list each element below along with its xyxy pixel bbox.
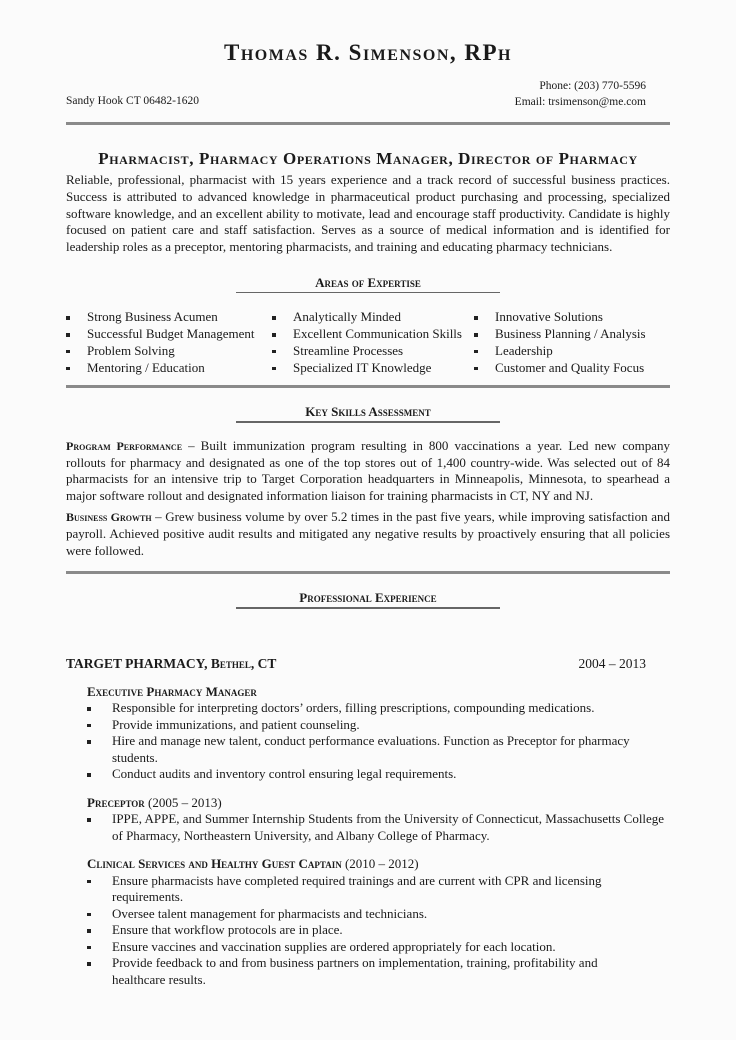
skill-text: – Built immunization program resulting in 800 vaccinations a year. Led new company rollouts for pharmacy and designated as one of the top stores out of 1,400 country-wide. Was selected out of 84 pharmacists for an intensive trip to Target Corporation headquarters in Minneapolis, Minnesota, to spearhead a major software rollout and designated information liaison for training pharmacists in CT, NY and NJ. [66, 437, 670, 504]
heading-underline [236, 292, 500, 294]
professional-title: Pharmacist, Pharmacy Operations Manager, Director of Pharmacy [98, 149, 638, 168]
bullet: Hire and manage new talent, conduct performance evaluations. Function as Preceptor for pharmacy students. [87, 733, 670, 766]
heading-underline [236, 421, 500, 423]
employer-row [66, 655, 670, 672]
candidate-name: Thomas R. Simenson, RPh [224, 40, 512, 65]
expertise-grid [66, 309, 670, 376]
bullet: Oversee talent management for pharmacists and technicians. [87, 906, 647, 923]
summary-text: Reliable, professional, pharmacist with 15 years experience and a track record of successful business practices. Success is attributed to advanced knowledge in pharmaceutical product purchasing and processing, specialized software knowledge, and an excellent ability to motivate, lead and encourage staff productivity. Candidate is highly focused on patient care and staff satisfaction. Serves as a source of medical information and is identified for leadership roles as a preceptor, mentoring pharmacists, and training and educating pharmacy technicians. [66, 172, 670, 255]
email: Email: trsimenson@me.com [514, 96, 646, 108]
role-name: Clinical Services and Healthy Guest Captain [87, 856, 342, 872]
bullet: Provide immunizations, and patient counseling. [87, 717, 670, 734]
expertise-item: Strong Business Acumen [66, 309, 272, 326]
expertise-item: Customer and Quality Focus [474, 360, 670, 377]
skill-label: Program Performance [66, 438, 183, 453]
expertise-item: Business Planning / Analysis [474, 326, 670, 343]
expertise-item: Successful Budget Management [66, 326, 272, 343]
expertise-item: Streamline Processes [272, 343, 474, 360]
bullet: Provide feedback to and from business partners on implementation, training, profitability and healthcare results. [87, 955, 647, 988]
skill-business-growth [66, 509, 670, 559]
role-name: Preceptor [87, 794, 145, 810]
employer [66, 655, 276, 672]
bullet: Conduct audits and inventory control ensuring legal requirements. [87, 766, 670, 783]
role-bullets [87, 873, 647, 989]
divider [66, 122, 670, 125]
role-dates: (2005 – 2013) [144, 794, 222, 810]
expertise-item: Problem Solving [66, 343, 272, 360]
skill-program-performance [66, 438, 670, 505]
skill-label: Business Growth [66, 509, 152, 524]
heading-underline [236, 607, 500, 609]
role-bullets [87, 811, 670, 844]
role-dates: (2010 – 2012) [341, 856, 419, 872]
role-title [87, 795, 670, 812]
expertise-column [474, 309, 670, 376]
skills-heading: Key Skills Assessment [305, 404, 431, 420]
bullet: Responsible for interpreting doctors’ orders, filling prescriptions, compounding medications. [87, 700, 670, 717]
divider [66, 571, 670, 574]
resume-body [66, 122, 670, 988]
expertise-item: Mentoring / Education [66, 360, 272, 377]
expertise-item: Analytically Minded [272, 309, 474, 326]
experience-heading: Professional Experience [299, 590, 437, 606]
employer-location: Bethel, CT [207, 655, 277, 671]
expertise-column [66, 309, 272, 376]
bullet: Ensure vaccines and vaccination supplies are ordered appropriately for each location. [87, 939, 647, 956]
expertise-item: Leadership [474, 343, 670, 360]
expertise-heading: Areas of Expertise [315, 274, 421, 290]
bullet: IPPE, APPE, and Summer Internship Students from the University of Connecticut, Massachusetts College of Pharmacy, Northeastern University, and Albany College of Pharmacy. [87, 811, 670, 844]
employment-dates: 2004 – 2013 [578, 655, 646, 671]
address: Sandy Hook CT 06482-1620 [66, 95, 199, 107]
expertise-item: Specialized IT Knowledge [272, 360, 474, 377]
phone: Phone: (203) 770-5596 [539, 80, 646, 92]
bullet: Ensure that workflow protocols are in place. [87, 922, 647, 939]
role-name: Executive Pharmacy Manager [87, 683, 257, 699]
role-title [87, 856, 670, 873]
expertise-item: Innovative Solutions [474, 309, 670, 326]
divider [66, 385, 670, 388]
employer-name: TARGET PHARMACY, [66, 655, 208, 671]
expertise-item: Excellent Communication Skills [272, 326, 474, 343]
role-title [87, 684, 670, 701]
skill-text: – Grew business volume by over 5.2 times in the past five years, while improving satisfaction and payroll. Achieved positive audit results and mitigated any negative results by proactively ensuring that all policies were followed. [66, 508, 671, 558]
expertise-column [272, 309, 474, 376]
role-bullets [87, 700, 670, 783]
bullet: Ensure pharmacists have completed required trainings and are current with CPR and licensing requirements. [87, 873, 647, 906]
